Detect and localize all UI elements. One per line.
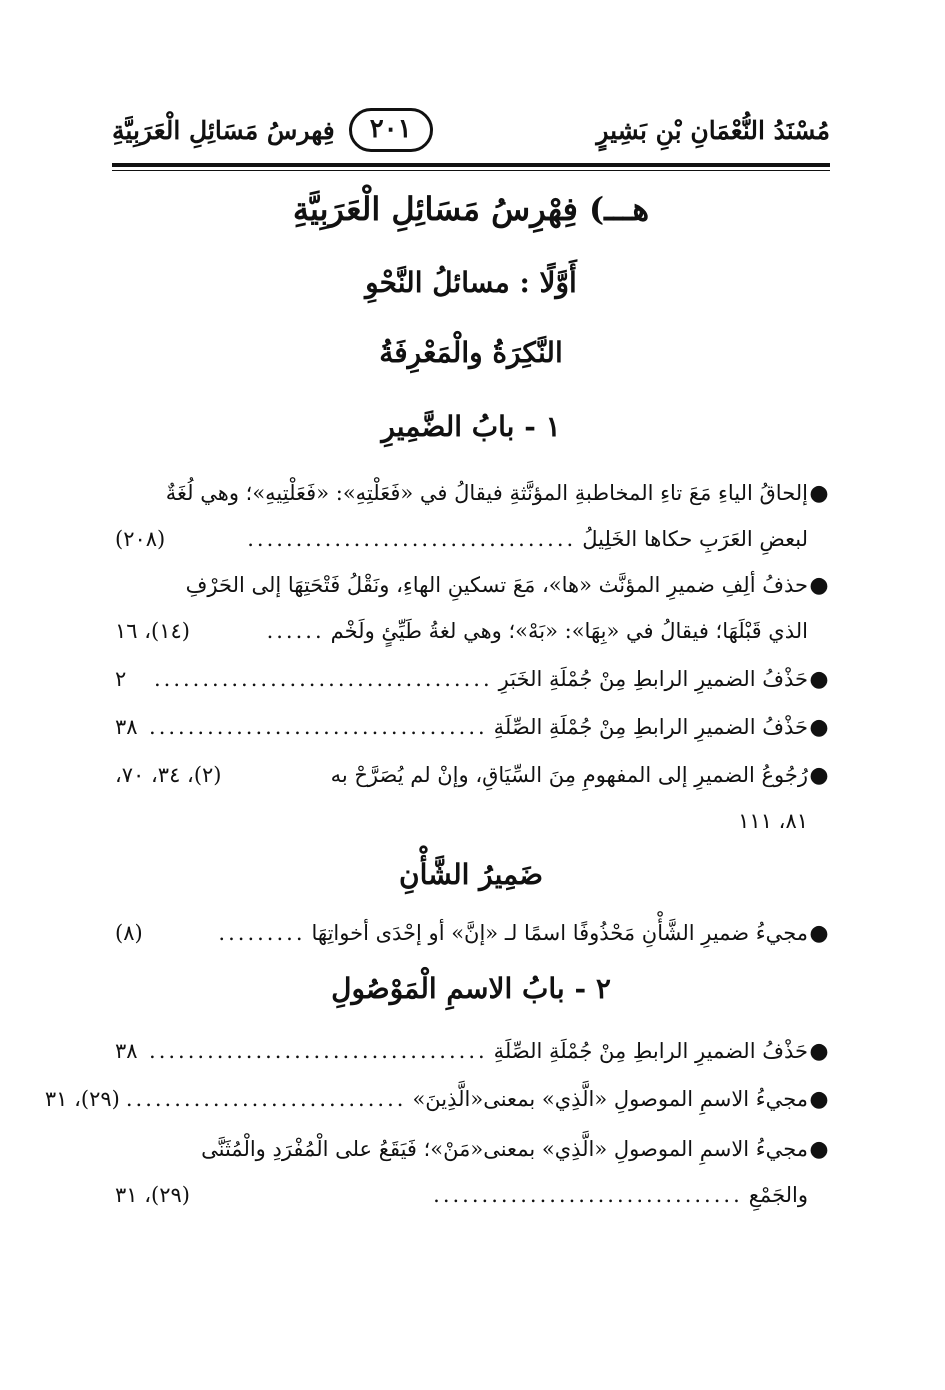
index-entry	[115, 910, 830, 956]
index-entry	[115, 752, 830, 844]
bullet-icon: ●	[809, 763, 829, 788]
entry-text: مجيءُ الاسمِ الموصولِ «الَّذِي» بمعنى«الَّذِينَ»	[412, 1087, 808, 1111]
chapter-heading: النَّكِرَةُ والْمَعْرِفَةُ	[379, 336, 563, 369]
bullet-icon: ●	[809, 715, 829, 740]
bullet-icon: ●	[809, 573, 829, 598]
bullet-icon: ●	[809, 1137, 829, 1162]
index-entry	[115, 1028, 830, 1074]
leader-dots: .............................	[125, 1087, 407, 1111]
entry-text: حذفُ ألِفِ ضميرِ المؤنَّث «ها»، مَعَ تسكينِ الهاءِ، ونَقْلُ فَتْحَتِهَا إلى الحَرْفِ	[185, 573, 808, 597]
page-refs: (٢)، ٣٤، ٧٠،	[115, 763, 222, 787]
page-ref: (٢٠٨)	[115, 527, 166, 551]
page-refs-cont: ٨١، ١١١	[738, 809, 808, 833]
entry-text: حَذْفُ الضميرِ الرابطِ مِنْ جُمْلَةِ الصِّلَةِ	[493, 715, 808, 739]
page-number: ٢٠١	[349, 108, 433, 152]
leader-dots: ...................................	[149, 715, 488, 739]
index-entry	[115, 1126, 830, 1218]
page-ref: ٢	[115, 667, 127, 691]
part-heading: أَوَّلًا : مسائلُ النَّحْوِ	[365, 266, 577, 299]
index-entry	[115, 656, 830, 702]
book-title: مُسْنَدُ النُّعْمَانِ بْنِ بَشِيرٍ	[596, 116, 830, 145]
bab-heading-relative: ٢ - بابُ الاسمِ الْمَوْصُولِ	[331, 972, 611, 1005]
header-rule-thick	[112, 163, 830, 167]
leader-dots: ...................................	[153, 667, 493, 691]
running-header	[112, 108, 830, 160]
main-heading: هـــ) فِهْرِسُ مَسَائِلِ الْعَرَبِيَّةِ	[292, 190, 650, 228]
page-ref: ٣٨	[115, 1039, 138, 1063]
index-entry	[115, 562, 830, 654]
page-ref: (٨)	[115, 921, 143, 945]
entry-text-cont: لبعضِ العَرَبِ حكاها الخَلِيلُ	[582, 527, 808, 551]
bullet-icon: ●	[809, 481, 829, 506]
entry-text: مجيءُ ضميرِ الشَّأْنِ مَحْذُوفًا اسمًا لـ «إنَّ» أو إحْدَى أخواتِهَا	[311, 921, 808, 945]
section-title: فِهرسُ مَسَائِلِ الْعَرَبِيَّةِ	[112, 115, 335, 145]
index-entry	[44, 1076, 830, 1122]
page-ref: (١٤)، ١٦	[115, 619, 190, 643]
bullet-icon: ●	[809, 921, 829, 946]
entry-text-cont: والجَمْعِ	[748, 1183, 808, 1207]
entry-text: إلحاقُ الياءِ مَعَ تاءِ المخاطبةِ المؤنَّثةِ فيقالُ في «فَعَلْتِهِ»: «فَعَلْتِيهِ»؛ وهي لُغَةٌ	[165, 481, 808, 505]
leader-dots: ..................................	[247, 527, 577, 551]
entry-text: حَذْفُ الضميرِ الرابطِ مِنْ جُمْلَةِ الخَبَرِ	[498, 667, 808, 691]
leader-dots: ......	[266, 619, 325, 643]
leader-dots: ................................	[433, 1183, 743, 1207]
leader-dots: ...................................	[149, 1039, 488, 1063]
index-entry	[115, 704, 830, 750]
header-rule-thin	[112, 170, 830, 171]
bullet-icon: ●	[809, 1087, 829, 1112]
bullet-icon: ●	[809, 667, 829, 692]
entry-text: مجيءُ الاسمِ الموصولِ «الَّذِي» بمعنى«مَنْ»؛ فَيَقَعُ على الْمُفْرَدِ والْمُثَنَّى	[201, 1137, 808, 1161]
header-left-group	[112, 108, 433, 152]
entry-text: رُجُوعُ الضميرِ إلى المفهومِ مِنَ السِّيَاقِ، وإنْ لم يُصَرَّحْ به	[330, 763, 808, 787]
subheading-shan-pronoun: ضَمِيرُ الشَّأْنِ	[399, 858, 543, 891]
leader-dots: .........	[218, 921, 306, 945]
index-entry	[115, 470, 830, 562]
bab-heading-pronoun: ١ - بابُ الضَّمِيرِ	[381, 410, 561, 443]
page-ref: (٢٩)، ٣١	[115, 1183, 190, 1207]
page-ref: ٣٨	[115, 715, 138, 739]
bullet-icon: ●	[809, 1039, 829, 1064]
entry-text: حَذْفُ الضميرِ الرابطِ مِنْ جُمْلَةِ الصِّلَةِ	[493, 1039, 808, 1063]
entry-text-cont: الذي قَبْلَهَا؛ فيقالُ في «بِهَا»: «بَهْ»؛ وهي لغةُ طَيِّئٍ ولَخْم	[330, 619, 808, 643]
page-ref: (٢٩)، ٣١	[44, 1087, 120, 1111]
